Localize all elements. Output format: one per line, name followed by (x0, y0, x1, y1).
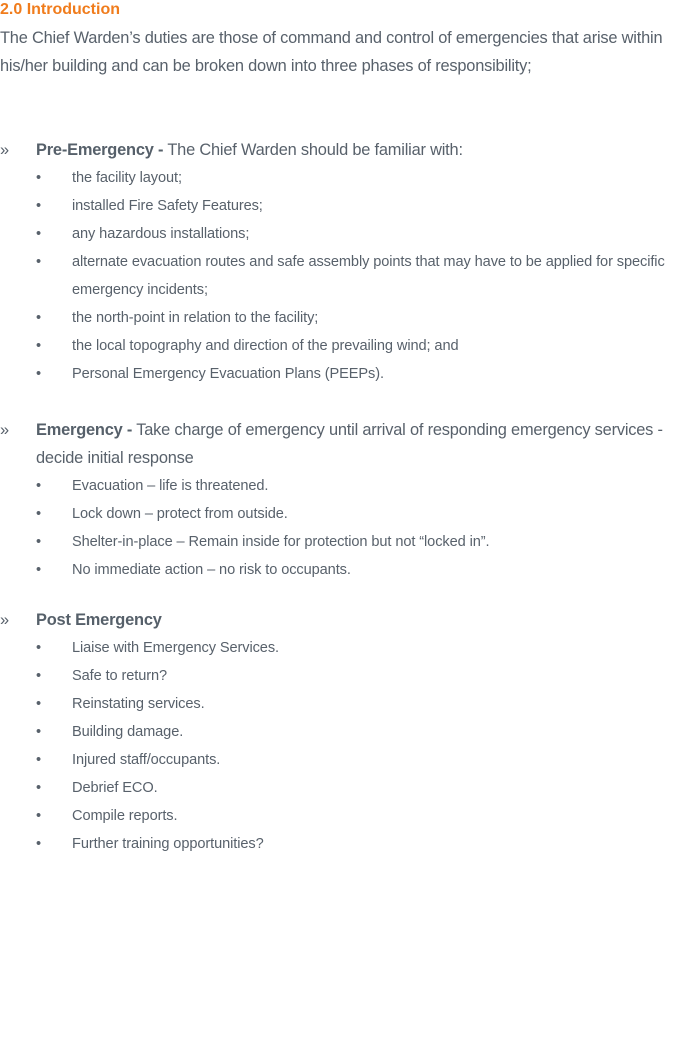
bullet-icon: • (36, 170, 42, 186)
raquo-marker: » (0, 611, 9, 629)
list-item-text: the facility layout; (72, 170, 182, 186)
list-item (0, 634, 692, 662)
section-title-bold: Pre-Emergency - (36, 141, 164, 159)
list-item (0, 528, 692, 556)
section-title-bold: Emergency - (36, 421, 133, 439)
list-item-text: Building damage. (72, 724, 184, 740)
list-item (0, 500, 692, 528)
list-item (0, 192, 692, 220)
list-item-text: Injured staff/occupants. (72, 752, 221, 768)
intro-paragraph: The Chief Warden’s duties are those of command and control of emergencies that arise within his/her building and can be broken down into three phases of responsibility; (0, 29, 663, 75)
section-emergency (0, 416, 692, 584)
list-item-text: any hazardous installations; (72, 226, 250, 242)
list-item-text: Personal Emergency Evacuation Plans (PEEPs). (72, 366, 384, 382)
bullet-icon: • (36, 836, 42, 852)
list-item (0, 220, 692, 248)
bullet-icon: • (36, 752, 42, 768)
bullet-icon: • (36, 808, 42, 824)
section-title (0, 136, 692, 164)
bullet-icon: • (36, 780, 42, 796)
list-item-text: Evacuation – life is threatened. (72, 478, 269, 494)
bullet-icon: • (36, 478, 42, 494)
list-item (0, 360, 692, 388)
bullet-icon: • (36, 534, 42, 550)
bullet-icon: • (36, 562, 42, 578)
list-item-text: alternate evacuation routes and safe assembly points that may have to be applied for specific emergency incidents; (72, 254, 665, 298)
raquo-marker: » (0, 141, 9, 159)
section-title (0, 606, 692, 634)
list-item-text: No immediate action – no risk to occupants. (72, 562, 351, 578)
list-item (0, 556, 692, 584)
list-item-text: the local topography and direction of the prevailing wind; and (72, 338, 459, 354)
list-item (0, 472, 692, 500)
list-item (0, 746, 692, 774)
list-item-text: Compile reports. (72, 808, 178, 824)
list-item (0, 690, 692, 718)
section-title-text: Take charge of emergency until arrival of responding emergency services - decide initial response (36, 421, 663, 467)
bullet-list (0, 634, 692, 858)
list-item (0, 774, 692, 802)
bullet-icon: • (36, 668, 42, 684)
bullet-icon: • (36, 366, 42, 382)
list-item-text: installed Fire Safety Features; (72, 198, 263, 214)
bullet-icon: • (36, 198, 42, 214)
list-item-text: Safe to return? (72, 668, 168, 684)
section-post-emergency (0, 606, 692, 858)
section-pre-emergency (0, 136, 692, 388)
bullet-icon: • (36, 338, 42, 354)
section-title-bold: Post Emergency (36, 611, 162, 629)
list-item (0, 248, 692, 304)
bullet-icon: • (36, 724, 42, 740)
list-item (0, 164, 692, 192)
list-item (0, 332, 692, 360)
bullet-icon: • (36, 696, 42, 712)
list-item (0, 718, 692, 746)
bullet-list (0, 164, 692, 388)
bullet-icon: • (36, 506, 42, 522)
list-item-text: Lock down – protect from outside. (72, 506, 288, 522)
bullet-list (0, 472, 692, 584)
list-item-text: Reinstating services. (72, 696, 205, 712)
section-title-text: The Chief Warden should be familiar with: (163, 141, 463, 159)
bullet-icon: • (36, 254, 42, 270)
bullet-icon: • (36, 226, 42, 242)
section-heading: 2.0 Introduction (0, 1, 120, 18)
list-item-text: Shelter-in-place – Remain inside for protection but not “locked in”. (72, 534, 490, 550)
list-item-text: Debrief ECO. (72, 780, 158, 796)
list-item-text: Liaise with Emergency Services. (72, 640, 279, 656)
section-title (0, 416, 692, 472)
bullet-icon: • (36, 310, 42, 326)
list-item (0, 662, 692, 690)
list-item-text: Further training opportunities? (72, 836, 264, 852)
raquo-marker: » (0, 421, 9, 439)
list-item-text: the north-point in relation to the facility; (72, 310, 319, 326)
list-item (0, 802, 692, 830)
list-item (0, 304, 692, 332)
list-item (0, 830, 692, 858)
bullet-icon: • (36, 640, 42, 656)
